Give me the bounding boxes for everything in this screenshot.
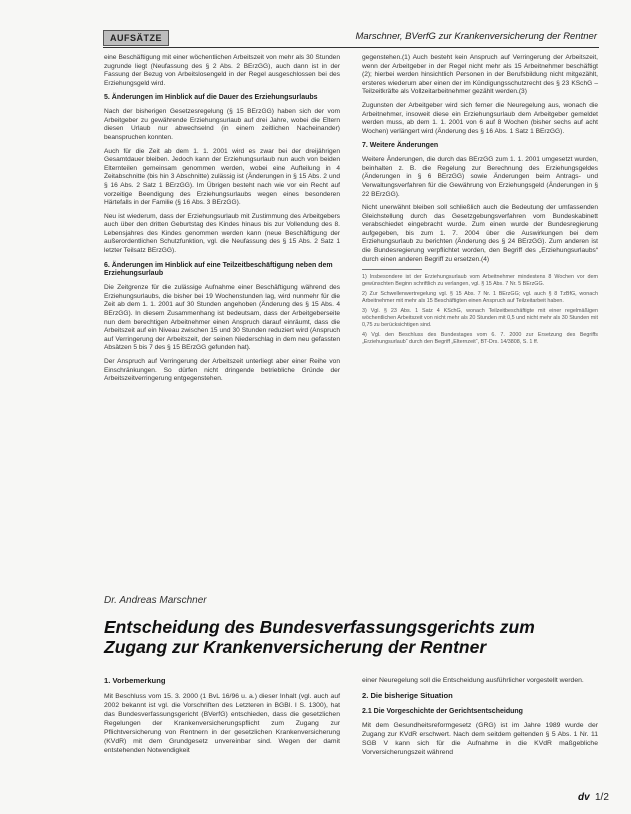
- upper-left-column: [104, 54, 340, 389]
- paragraph: einer Neuregelung soll die Entscheidung ausführlicher vorgestellt werden.: [362, 677, 584, 684]
- section-heading: 5. Änderungen im Hinblick auf die Dauer des Erziehungsurlaubs: [104, 94, 318, 102]
- section-badge: AUFSÄTZE: [103, 30, 169, 46]
- header-rule: [103, 47, 599, 48]
- footnote: 2) Zur Schwellenwertregelung vgl. § 15 Abs. 7 Nr. 1 BErzGG; vgl. auch § 8 TzBfG, wonach Arbeitnehmer mit mehr als 15 Beschäftigten einen Anspruch auf Teilzeitarbeit haben.: [362, 291, 598, 305]
- paragraph: gegenstehen.(1) Auch besteht kein Anspruch auf Verringerung der Arbeitszeit, wenn der Arbeitgeber in der Regel nicht mehr als 15 Arbeitnehmer beschäftigt (2); hierbei werden hinsichtlich Personen in der Berufsbildung nicht mitgezählt, ersteres wiederum aber einen der im Kündigungsschutzrecht des § 23 KSchG – Teilzeitkräfte als Vollzeitarbeitnehmer gezählt werden.(3): [362, 54, 598, 96]
- section-heading: 2. Die bisherige Situation: [362, 691, 453, 700]
- section-heading: 7. Weitere Änderungen: [362, 142, 439, 150]
- section-heading: 1. Vorbemerkung: [104, 676, 166, 685]
- article-title: Entscheidung des Bundesverfassungsgerichts zum Zugang zur Krankenversicherung der Rentner: [104, 617, 535, 657]
- paragraph: Die Zeitgrenze für die zulässige Aufnahme einer Beschäftigung während des Erziehungsurlaubs, die bisher bei 19 Wochenstunden lag, wird nunmehr für die Zeit ab dem 1. 1. 2001 auf 30 Stunden angehoben (Änderung des § 15 Abs. 4 BErzGG). In diesem Zusammenhang ist bedeutsam, dass der Arbeitgeberseite nun dem berechtigen Arbeitnehmer einen Anspruch darauf einräumt, dass die Arbeitszeit auf ein Niveau zwischen 15 und 30 Stunden reduziert wird (Anspruch auf Verringerung der Arbeitszeit, der seinen Niederschlag in dem neu gefassten Absätzen 5 bis 7 des § 15 BErzGG gefunden hat).: [104, 284, 340, 352]
- upper-right-column: [362, 54, 598, 349]
- running-title: Marschner, BVerfG zur Krankenversicherung der Rentner: [355, 31, 597, 42]
- subsection-heading: 2.1 Die Vorgeschichte der Gerichtsentscheidung: [362, 708, 523, 715]
- paragraph: Nach der bisherigen Gesetzesregelung (§ 15 BErzGG) haben sich der vom Arbeitgeber zu gewährende Erziehungsurlaub auf drei Jahre, wobei die Eltern diesen Urlaub nur abwechselnd (in einem zeitlichen Nacheinander) beanspruchen konnten.: [104, 108, 340, 141]
- paragraph: Weitere Änderungen, die durch das BErzGG zum 1. 1. 2001 umgesetzt wurden, beinhalten z. B. die Regelung zur Berechnung des Erziehungsgeldes (Änderungen in § 6 BErzGG) sowie Änderungen beim Antrags- und Verwaltungsverfahren für die Gewährung von Erziehungsgeld (Änderungen in § 22 BErzGG).: [362, 156, 598, 198]
- article-author: Dr. Andreas Marschner: [104, 595, 207, 606]
- paragraph: eine Beschäftigung mit einer wöchentlichen Arbeitszeit von mehr als 30 Stunden zugrunde liegt (Neufassung des § 2 Abs. 2 BErzGG), auch dann ist in der Fassung der Bezug von Arbeitslosengeld in der Regel ausgeschlossen bei des Erziehungsgeld wird.: [104, 54, 340, 87]
- paragraph: Nicht unerwähnt bleiben soll schließlich auch die Bedeutung der umfassenden Gleichstellung durch das Gesetzgebungsverfahren vom Bundeskabinett verabschiedet eingebracht wurde. Zum einen wurde der Bundesregierung aufgegeben, bis zum 1. 7. 2004 über die Auswirkungen bei dem Erziehungsurlaub zu berichten (Änderung des § 24 BErzGG). Zum anderen ist die Bundesregierung verpflichtet worden, den Begriff des „Erziehungsurlaubs“ durch einen anderen Begriff zu ersetzen.(4): [362, 204, 598, 263]
- article-right-column: [362, 676, 598, 763]
- paragraph: Neu ist wiederum, dass der Erziehungsurlaub mit Zustimmung des Arbeitgebers auch über den dritten Geburtstag des Kindes hinaus bis zur Vollendung des 8. Lebensjahres des Kindes genommen werden kann (neue Beschäftigung der außerordentlichen Schutzfunktion, vgl. die Neufassung des § 15 Abs. 2 Satz 1 letzter Teilsatz BErzGG).: [104, 212, 340, 255]
- page-number: 1/2: [595, 792, 609, 803]
- paragraph: Mit dem Gesundheitsreformgesetz (GRG) ist im Jahre 1989 wurde der Zugang zur KVdR erschwert. Nach dem seitdem geltenden § 5 Abs. 1 Nr. 11 SGB V kann sich für die Aufnahme in die KVdR maßgebliche Vorversicherungszeit während: [362, 722, 598, 756]
- footnote: 3) Vgl. § 23 Abs. 1 Satz 4 KSchG, wonach Teilzeitbeschäftigte mit einer regelmäßigen wöchentlichen Arbeitszeit von nicht mehr als 20 Stunden mit 0,5 und nicht mehr als 30 Stunden mit 0,75 zu berücksichtigen sind.: [362, 308, 598, 329]
- paragraph: Auch für die Zeit ab dem 1. 1. 2001 wird es zwar bei der dreijährigen Gesamtdauer bleiben. Jedoch kann der Erziehungsurlaub nun auch von beiden Elternteilen gemeinsam genommen werden, wobei eine Aufteilung in 4 Zeitabschnitte (bis hin 3 Abschnitte) zulässig ist (Änderungen in § 15 Abs. 2 und § 16 Abs. 2 Satz 1 BErzGG). Im Übrigen besteht nach wie vor ein Recht auf vorzeitige Beendigung des Erziehungsurlaubs wegen eines besonderen Härtefalls in der Familie (§ 16 Abs. 3 BErzGG).: [104, 147, 340, 207]
- publisher-logo: dv: [578, 792, 590, 803]
- section-heading: 6. Änderungen im Hinblick auf eine Teilzeitbeschäftigung neben dem Erziehungsurlaub: [104, 261, 333, 278]
- footnote: 1) Insbesondere ist der Erziehungsurlaub vom Arbeitnehmer mindestens 8 Wochen vor dem gewünschten Beginn schriftlich zu verlangen, vgl. § 15 Abs. 7 Nr. 5 BErzGG.: [362, 274, 598, 288]
- article-left-column: [104, 676, 340, 761]
- paragraph: Mit Beschluss vom 15. 3. 2000 (1 BvL 16/96 u. a.) dieser Inhalt (vgl. auch auf 2002 bekannt ist vgl. die Vorschriften des Letzteren in BGBl. I S. 1300), hat das Bundesverfassungsgericht (BVerfG) entschieden, dass die gesetzlichen Regelungen der Krankenversicherungspflicht zum Zugang zur Pflichtversicherung von Rentnern in der gesetzlichen Krankenversicherung (KVdR) mit dem Grundgesetz unvereinbar sind. Wegen der damit entstehenden Notwendigkeit: [104, 693, 340, 754]
- paragraph: Der Anspruch auf Verringerung der Arbeitszeit unterliegt aber einer Reihe von Einschränkungen. So dürfen nicht dringende betriebliche Gründe der Arbeitszeitverringerung entgegenstehen.: [104, 358, 340, 383]
- footnote-separator: [362, 269, 422, 270]
- footnote: 4) Vgl. den Beschluss des Bundestages vom 6. 7. 2000 zur Ersetzung des Begriffs „Erziehungsurlaub“ durch den Begriff „Elternzeit“, BT-Drs. 14/3808, S. 1 ff.: [362, 332, 598, 346]
- paragraph: Zugunsten der Arbeitgeber wird sich ferner die Neuregelung aus, wonach die Arbeitnehmer, insoweit diese ein Erziehungsurlaub dem Arbeitgeber gemeldet werden muss, ab dem 1. 1. 2001 von 6 auf 8 Wochen (bisher sechs auf acht Wochen) verlängert wird (Änderung des § 16 Abs. 1 Satz 1 BErzGG).: [362, 101, 598, 135]
